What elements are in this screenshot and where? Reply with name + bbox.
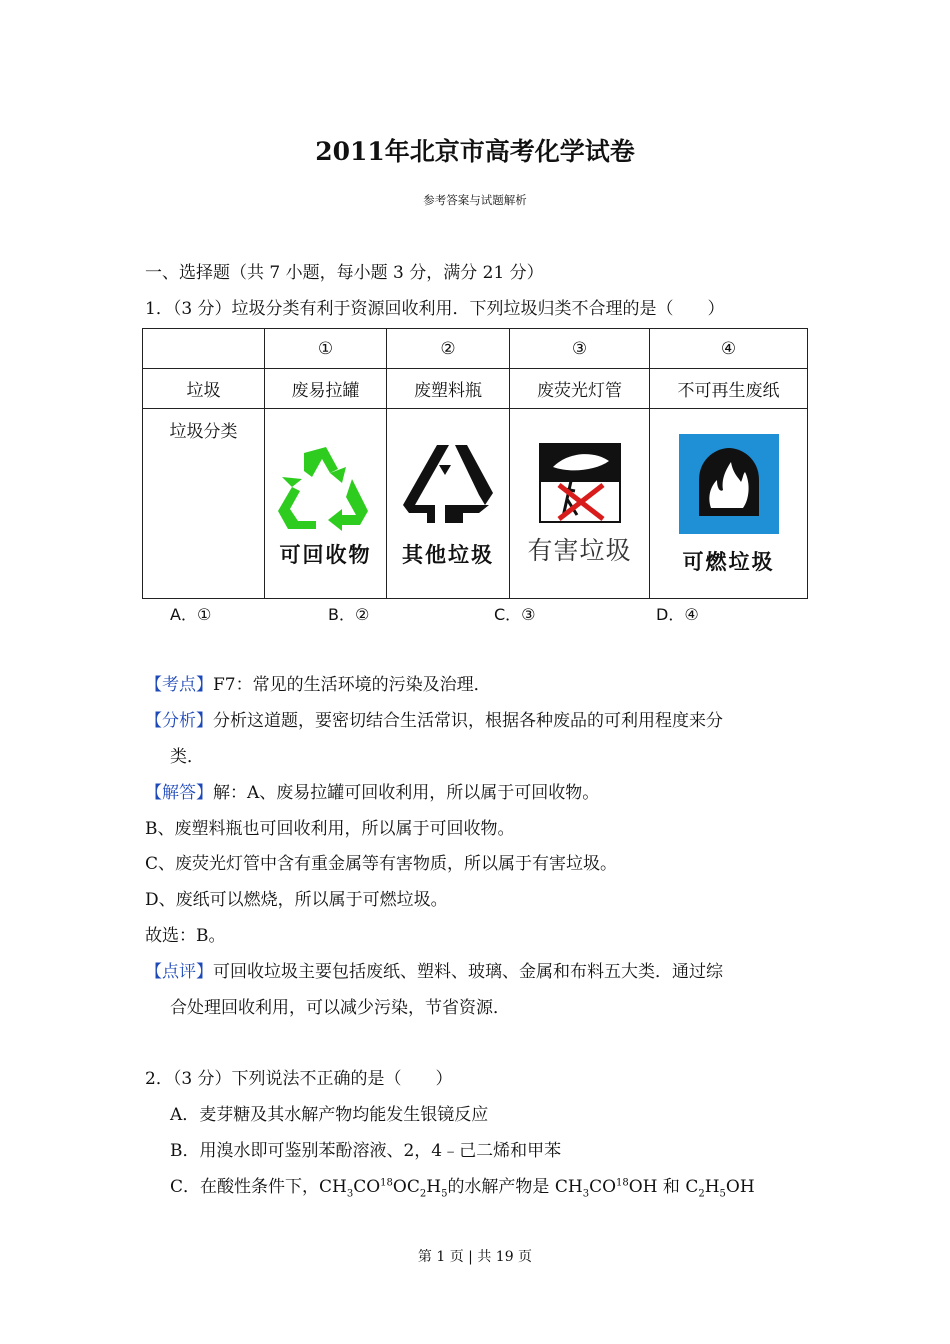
q2-c-part: H bbox=[426, 1177, 442, 1197]
item-4: 不可再生废纸 bbox=[650, 369, 808, 409]
kaodian-tag: 【考点】 bbox=[145, 675, 213, 695]
hazardous-sign-cell bbox=[510, 409, 650, 599]
kaodian-text: F7：常见的生活环境的污染及治理． bbox=[213, 675, 491, 695]
hazardous-label: 有害垃圾 bbox=[527, 535, 632, 565]
q2-c-part: C．在酸性条件下，CH bbox=[170, 1177, 347, 1197]
fenxi-text-cont: 类． bbox=[170, 747, 204, 767]
answer-line-b: B、废塑料瓶也可回收利用，所以属于可回收物。 bbox=[145, 819, 515, 839]
q1-option-b: B．② bbox=[328, 605, 370, 624]
q2-c-part: H bbox=[704, 1177, 720, 1197]
section-heading: 一、选择题（共 7 小题，每小题 3 分，满分 21 分） bbox=[145, 263, 544, 283]
q1-option-d: D．④ bbox=[656, 605, 699, 624]
question-1-stem: 1．（3 分）垃圾分类有利于资源回收利用．下列垃圾归类不合理的是（ ） bbox=[145, 299, 725, 319]
answer-line-c: C、废荧光灯管中含有重金属等有害物质，所以属于有害垃圾。 bbox=[145, 854, 618, 874]
fenxi-line bbox=[145, 706, 723, 731]
table-corner-cell bbox=[143, 329, 265, 369]
other-garbage-label: 其他垃圾 bbox=[402, 542, 494, 567]
combustible-label: 可燃垃圾 bbox=[682, 549, 775, 574]
fenxi-tag: 【分析】 bbox=[145, 711, 213, 731]
page-footer: 第 1 页 | 共 19 页 bbox=[417, 1249, 533, 1265]
other-garbage-sign-cell bbox=[387, 409, 510, 599]
jieda-text: 解：A、废易拉罐可回收利用，所以属于可回收物。 bbox=[213, 783, 600, 803]
answer-line-d: D、废纸可以燃烧，所以属于可燃垃圾。 bbox=[145, 890, 448, 910]
q2-c-part: OH 和 C bbox=[628, 1177, 699, 1197]
hazardous-icon bbox=[537, 441, 623, 525]
dianping-text-cont: 合处理回收利用，可以减少污染，节省资源． bbox=[170, 998, 510, 1018]
question-2-stem: 2．（3 分）下列说法不正确的是（ ） bbox=[145, 1069, 453, 1089]
jieda-tag: 【解答】 bbox=[145, 783, 213, 803]
col-header-3: ③ bbox=[510, 329, 650, 369]
q2-option-b: B．用溴水即可鉴别苯酚溶液、2，4﹣己二烯和甲苯 bbox=[170, 1141, 562, 1161]
kaodian-line bbox=[145, 670, 491, 695]
col-header-1: ① bbox=[265, 329, 387, 369]
q2-c-sub: 2 bbox=[419, 1188, 427, 1200]
answer-choice: 故选：B。 bbox=[145, 926, 226, 946]
col-header-4: ④ bbox=[650, 329, 808, 369]
item-1: 废易拉罐 bbox=[265, 369, 387, 409]
row-label-classification: 垃圾分类 bbox=[143, 409, 265, 599]
item-2: 废塑料瓶 bbox=[387, 369, 510, 409]
other-garbage-icon bbox=[393, 439, 503, 539]
q2-c-sub: 5 bbox=[441, 1188, 448, 1200]
q2-option-c bbox=[170, 1172, 755, 1199]
q2-c-sup: 18 bbox=[616, 1177, 629, 1189]
recyclable-sign-cell bbox=[265, 409, 387, 599]
q2-c-sub: 3 bbox=[346, 1188, 354, 1200]
q2-c-sup: 18 bbox=[380, 1177, 393, 1189]
q1-option-c: C．③ bbox=[494, 605, 536, 624]
garbage-table bbox=[142, 328, 808, 599]
dianping-tag: 【点评】 bbox=[145, 962, 213, 982]
q2-c-sub: 5 bbox=[719, 1188, 726, 1200]
q2-c-sub: 2 bbox=[698, 1188, 705, 1200]
recycle-icon bbox=[268, 439, 384, 539]
q2-option-a: A．麦芽糖及其水解产物均能发生银镜反应 bbox=[170, 1105, 489, 1125]
row-label-garbage: 垃圾 bbox=[143, 369, 265, 409]
jieda-line bbox=[145, 778, 599, 803]
q2-c-part: 的水解产物是 CH bbox=[447, 1177, 583, 1197]
flame-icon bbox=[677, 432, 781, 536]
dianping-line bbox=[145, 957, 723, 982]
combustible-sign-cell bbox=[650, 409, 808, 599]
item-3: 废荧光灯管 bbox=[510, 369, 650, 409]
q2-c-part: OH bbox=[725, 1177, 755, 1197]
col-header-2: ② bbox=[387, 329, 510, 369]
q1-option-a: A．① bbox=[170, 605, 212, 624]
recyclable-label: 可回收物 bbox=[279, 542, 372, 567]
fenxi-text: 分析这道题，要密切结合生活常识，根据各种废品的可利用程度来分 bbox=[213, 711, 723, 731]
q2-c-part: CO bbox=[353, 1177, 381, 1197]
dianping-text: 可回收垃圾主要包括废纸、塑料、玻璃、金属和布料五大类．通过综 bbox=[213, 962, 723, 982]
page-subtitle: 参考答案与试题解析 bbox=[423, 193, 527, 207]
page-title: 2011年北京市高考化学试卷 bbox=[315, 137, 635, 166]
q2-c-sub: 3 bbox=[582, 1188, 590, 1200]
q2-c-part: OC bbox=[392, 1177, 420, 1197]
q2-c-part: CO bbox=[589, 1177, 617, 1197]
